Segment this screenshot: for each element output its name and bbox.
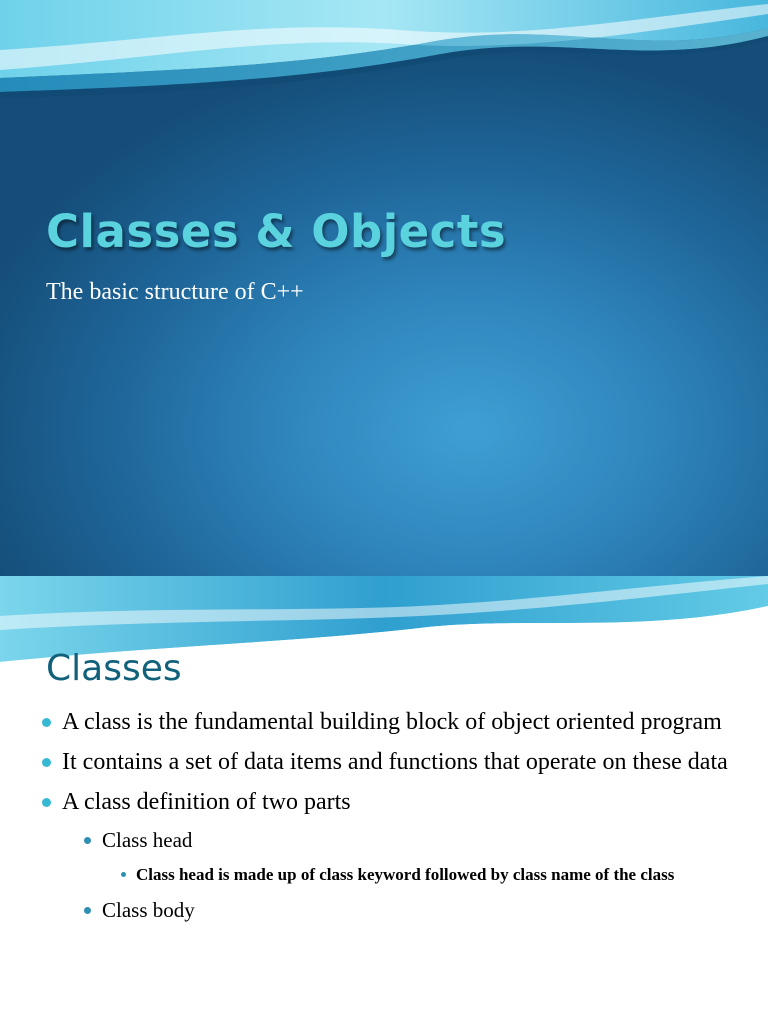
sub-bullet-text: Class body xyxy=(102,898,195,922)
sub-bullet-dot-icon xyxy=(84,907,91,914)
slide-heading: Classes xyxy=(46,648,182,689)
bullet-item xyxy=(40,706,760,738)
sub-sub-bullet-text: Class head is made up of class keyword followed by class name of the class xyxy=(136,865,675,884)
bullet-item xyxy=(40,746,760,778)
bullet-text: It contains a set of data items and functions that operate on these data xyxy=(62,749,728,775)
slide-title: Classes & Objects xyxy=(46,205,507,258)
bullet-dot-icon xyxy=(42,758,51,767)
bullet-list xyxy=(40,706,760,932)
sub-bullet-text: Class head xyxy=(102,828,193,852)
slide-subtitle: The basic structure of C++ xyxy=(46,279,304,305)
sub-sub-bullet-item xyxy=(118,862,760,888)
sub-bullet-item xyxy=(80,826,760,854)
sub-bullet-item xyxy=(80,896,760,924)
bullet-dot-icon xyxy=(42,718,51,727)
sub-sub-bullet-dot-icon xyxy=(121,872,126,877)
wave-decoration-top xyxy=(0,0,768,110)
bullet-item xyxy=(40,786,760,818)
content-slide xyxy=(0,576,768,1024)
bullet-dot-icon xyxy=(42,798,51,807)
sub-bullet-dot-icon xyxy=(84,837,91,844)
bullet-text: A class definition of two parts xyxy=(62,789,351,815)
bullet-text: A class is the fundamental building block of object oriented program xyxy=(62,709,722,735)
